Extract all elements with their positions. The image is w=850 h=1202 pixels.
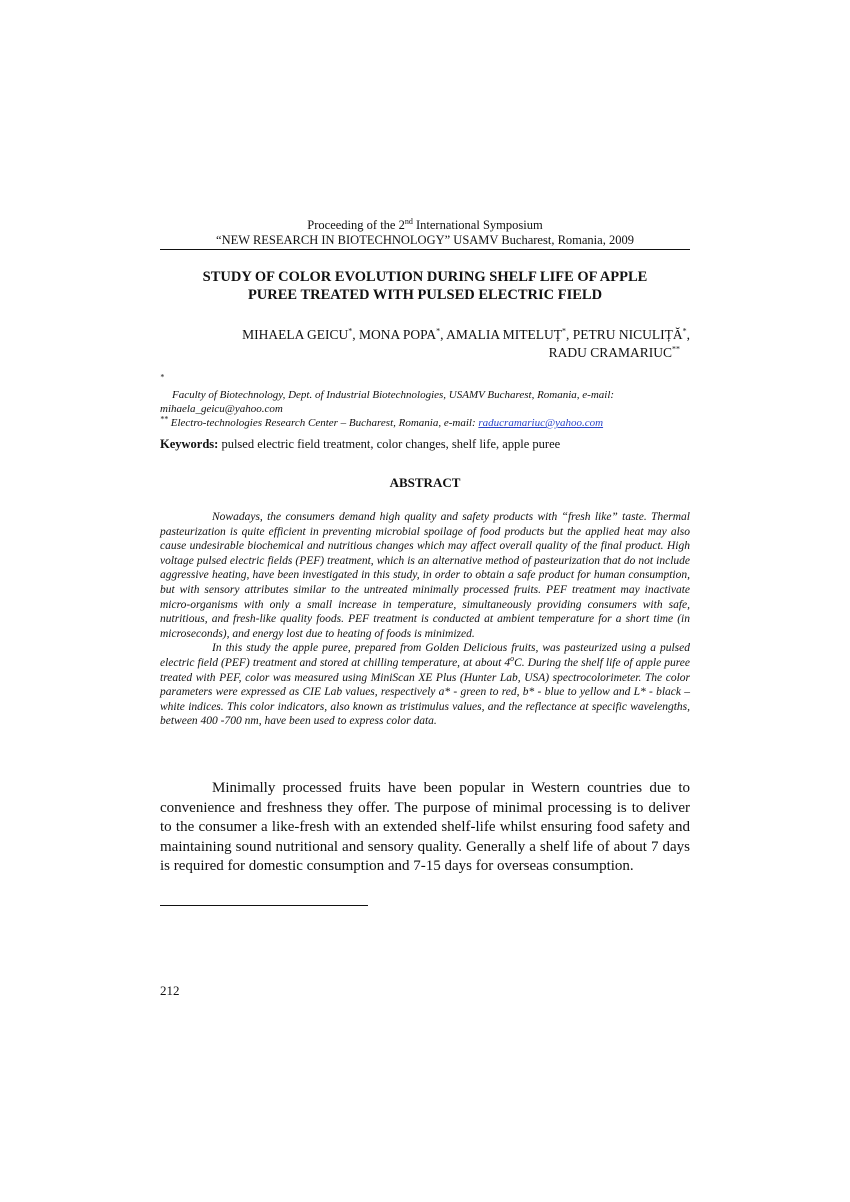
introduction-text [160,779,690,877]
affiliation-2-email-link[interactable]: raducramariuc@yahoo.com [478,417,604,429]
author-name: RADU CRAMARIUC [548,345,672,360]
keywords-text: pulsed electric field treatment, color changes, shelf life, apple puree [218,437,561,451]
header-line-1: Proceeding of the 2nd International Symposium [307,216,543,232]
affiliation-1: * Faculty of Biotechnology, Dept. of Industrial Biotechnologies, USAMV Bucharest, Romania, e-mail: mihaela_geicu@yahoo.com [160,372,615,415]
affiliation-mark: * [562,326,566,336]
footnote-divider [160,905,368,906]
affiliations [160,374,690,430]
author-name: MIHAELA GEICU [242,327,349,342]
abstract-body [160,510,690,729]
affiliation-mark: * [436,326,441,336]
affiliation-1-email: mihaela_geicu@yahoo.com [160,403,283,415]
paper-title [160,268,690,304]
author-name: AMALIA MITELUȚ [446,327,562,342]
affiliation-mark: * [348,326,353,336]
abstract-heading: ABSTRACT [389,475,461,490]
author-name: MONA POPA [358,327,437,342]
running-header [160,218,690,248]
affiliation-mark: * [682,326,687,336]
affiliation-mark: ** [672,344,680,354]
keywords-label: Keywords: [160,437,219,451]
header-divider [160,249,690,250]
affiliation-2: ** Electro-technologies Research Center – Bucharest, Romania, e-mail: raducramariuc@yahoo.com [160,414,604,429]
body-paragraph: Minimally processed fruits have been popular in Western countries due to convenience and freshness they offer. The purpose of minimal processing is to deliver to the consumer a like-fresh with an extended shelf-life whilst ensuring food safety and maintaining sound nutritional and sensory quality. Generally a shelf life of about 7 days is required for domestic consumption and 7-15 days for overseas consumption. [160,780,690,874]
author-line-1: MIHAELA GEICU*, MONA POPA*, AMALIA MITELUȚ*, PETRU NICULIȚĂ*, [242,326,690,342]
abstract-paragraph: Nowadays, the consumers demand high quality and safety products with “fresh like” taste. Thermal pasteurization is quite efficient in preventing microbial spoilage of food products but the applied heat may also cause undesirable biochemical and nutritious changes which may affect overall quality of the final product. High voltage pulsed electric fields (PEF) treatment, which is an alternative method of pasteurization that do not include aggressive heating, have been investigated in this study, in order to obtain a safe product for human consumption, but with sensory attributes similar to the untreated minimally processed fruits. PEF treatment may inactivate micro-organisms with only a small increase in temperature, simultaneously providing consumers with safe, nutritious, and fresh-like quality foods. PEF treatment is conducted at ambient temperature for a short time (in microseconds), and energy lost due to heating of foods is minimized. [160,511,690,640]
author-list [160,326,690,362]
header-line-2: “NEW RESEARCH IN BIOTECHNOLOGY” USAMV Bucharest, Romania, 2009 [216,233,634,247]
author-name: PETRU NICULIȚĂ [572,327,683,342]
page-number: 212 [160,983,180,998]
author-line-2 [160,344,690,362]
title-line-2: PUREE TREATED WITH PULSED ELECTRIC FIELD [247,287,603,303]
title-line-1: STUDY OF COLOR EVOLUTION DURING SHELF LIFE OF APPLE [202,269,648,285]
abstract-paragraph: In this study the apple puree, prepared from Golden Delicious fruits, was pasteurized using a pulsed electric field (PEF) treatment and stored at chilling temperature, at about 4$^o$C. During the shelf life of apple puree treated with PEF, color was measured using MiniScan XE Plus (Hunter Lab, USA) spectrocolorimeter. The color parameters were expressed as CIE Lab values, respectively a* - green to red, b* - blue to yellow and L* - black – white indices. This color indicators, also known as tristimulus values, and the reflectance at specific wavelengths, between 400 -700 nm, have been used to express color data. [160,642,691,728]
keywords [160,437,690,452]
